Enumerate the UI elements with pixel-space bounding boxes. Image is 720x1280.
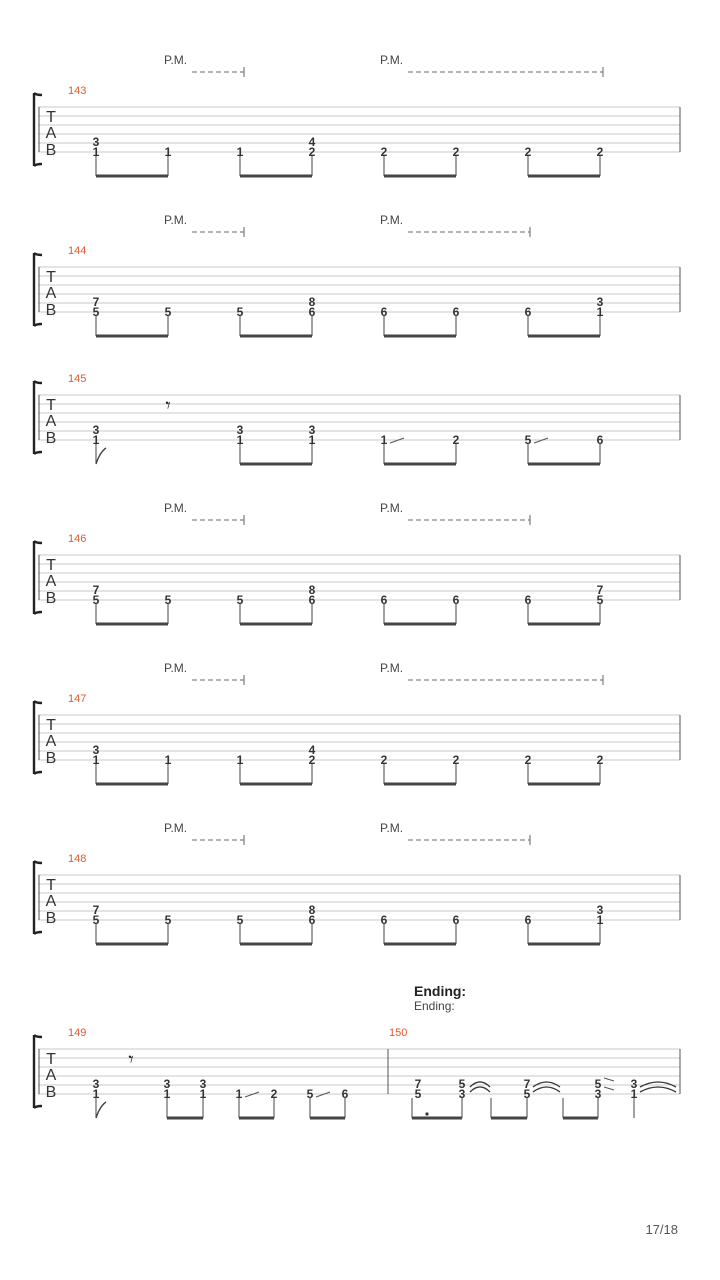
clef-t: T xyxy=(46,717,56,734)
measure-number: 150 xyxy=(389,1027,408,1039)
fret-number: 1 xyxy=(92,753,100,767)
fret-number: 1 xyxy=(630,1087,638,1101)
fret-number: 3 xyxy=(92,135,100,149)
fret-number: 1 xyxy=(92,433,100,447)
fret-number: 6 xyxy=(380,305,388,319)
palm-mute-label: P.M. xyxy=(164,821,188,835)
fret-number: 3 xyxy=(199,1077,207,1091)
note-flag xyxy=(96,448,106,464)
fret-number: 2 xyxy=(524,753,532,767)
clef-t: T xyxy=(46,269,56,286)
fret-number: 1 xyxy=(92,1087,100,1101)
fret-number: 6 xyxy=(341,1087,349,1101)
fret-number: 8 xyxy=(308,903,316,917)
page-number: 17/18 xyxy=(645,1222,678,1237)
fret-number: 7 xyxy=(92,295,100,309)
clef-b: B xyxy=(45,750,57,767)
fret-number: 1 xyxy=(596,913,604,927)
measure-number: 148 xyxy=(68,853,87,865)
tab-system xyxy=(34,821,680,944)
measure-number: 143 xyxy=(68,85,87,97)
system-bracket xyxy=(34,861,42,934)
fret-number: 3 xyxy=(630,1077,638,1091)
palm-mute-label: P.M. xyxy=(380,53,404,67)
clef-a: A xyxy=(45,285,57,302)
fret-number: 2 xyxy=(452,753,460,767)
tie-arc xyxy=(533,1087,560,1092)
fret-number: 5 xyxy=(306,1087,314,1101)
fret-number: 6 xyxy=(380,913,388,927)
clef-a: A xyxy=(45,125,57,142)
eighth-rest: 𝄾 xyxy=(165,395,171,417)
fret-number: 2 xyxy=(270,1087,278,1101)
fret-number: 3 xyxy=(236,423,244,437)
tab-system xyxy=(34,213,680,336)
fret-number: 6 xyxy=(380,593,388,607)
clef-b: B xyxy=(45,910,57,927)
tab-system xyxy=(34,661,680,784)
fret-number: 4 xyxy=(308,743,316,757)
fret-number: 1 xyxy=(236,753,244,767)
clef-t: T xyxy=(46,109,56,126)
fret-number: 5 xyxy=(236,913,244,927)
palm-mute-label: P.M. xyxy=(380,501,404,515)
clef-b: B xyxy=(45,302,57,319)
clef-t: T xyxy=(46,557,56,574)
fret-number: 7 xyxy=(414,1077,422,1091)
measure-number: 147 xyxy=(68,693,87,705)
fret-number: 6 xyxy=(524,593,532,607)
fret-number: 5 xyxy=(164,593,172,607)
dot xyxy=(425,1112,428,1115)
fret-number: 1 xyxy=(163,1087,171,1101)
fret-number: 3 xyxy=(594,1087,602,1101)
fret-number: 5 xyxy=(458,1077,466,1091)
fret-number: 6 xyxy=(308,305,316,319)
system-bracket xyxy=(34,93,42,166)
slide-mark xyxy=(604,1078,614,1081)
fret-number: 5 xyxy=(414,1087,422,1101)
measure-number: 146 xyxy=(68,533,87,545)
fret-number: 5 xyxy=(92,593,100,607)
fret-number: 6 xyxy=(452,913,460,927)
fret-number: 3 xyxy=(458,1087,466,1101)
clef-b: B xyxy=(45,430,57,447)
system-bracket xyxy=(34,701,42,774)
fret-number: 2 xyxy=(596,753,604,767)
clef-a: A xyxy=(45,733,57,750)
fret-number: 1 xyxy=(164,753,172,767)
fret-number: 3 xyxy=(596,903,604,917)
clef-t: T xyxy=(46,397,56,414)
fret-number: 2 xyxy=(380,145,388,159)
fret-number: 3 xyxy=(163,1077,171,1091)
clef-a: A xyxy=(45,413,57,430)
fret-number: 1 xyxy=(164,145,172,159)
tab-system xyxy=(34,373,680,464)
fret-number: 2 xyxy=(380,753,388,767)
fret-number: 1 xyxy=(596,305,604,319)
tie-arc xyxy=(470,1087,490,1092)
fret-number: 6 xyxy=(452,593,460,607)
fret-number: 6 xyxy=(308,593,316,607)
fret-number: 5 xyxy=(92,913,100,927)
tie-arc xyxy=(640,1087,676,1092)
fret-number: 5 xyxy=(236,305,244,319)
clef-b: B xyxy=(45,590,57,607)
system-bracket xyxy=(34,541,42,614)
fret-number: 6 xyxy=(524,913,532,927)
measure-number: 149 xyxy=(68,1027,87,1039)
fret-number: 5 xyxy=(164,913,172,927)
fret-number: 7 xyxy=(92,583,100,597)
fret-number: 7 xyxy=(92,903,100,917)
fret-number: 5 xyxy=(523,1087,531,1101)
fret-number: 5 xyxy=(92,305,100,319)
measure-number: 144 xyxy=(68,245,87,257)
clef-b: B xyxy=(45,142,57,159)
fret-number: 6 xyxy=(524,305,532,319)
tab-system xyxy=(34,983,680,1118)
fret-number: 1 xyxy=(236,433,244,447)
fret-number: 5 xyxy=(596,593,604,607)
fret-number: 2 xyxy=(524,145,532,159)
fret-number: 6 xyxy=(308,913,316,927)
palm-mute-label: P.M. xyxy=(164,501,188,515)
slide-mark xyxy=(604,1087,614,1090)
fret-number: 5 xyxy=(594,1077,602,1091)
fret-number: 8 xyxy=(308,583,316,597)
tab-system xyxy=(34,53,680,176)
fret-number: 1 xyxy=(236,145,244,159)
measure-number: 145 xyxy=(68,373,87,385)
fret-number: 4 xyxy=(308,135,316,149)
clef-b: B xyxy=(45,1084,57,1101)
fret-number: 3 xyxy=(92,423,100,437)
tab-system xyxy=(34,501,680,624)
section-label-bold: Ending: xyxy=(414,983,467,999)
fret-number: 3 xyxy=(92,743,100,757)
fret-number: 5 xyxy=(524,433,532,447)
fret-number: 5 xyxy=(236,593,244,607)
palm-mute-label: P.M. xyxy=(380,213,404,227)
fret-number: 3 xyxy=(92,1077,100,1091)
fret-number: 1 xyxy=(199,1087,207,1101)
fret-number: 2 xyxy=(308,145,316,159)
system-bracket xyxy=(34,381,42,454)
palm-mute-label: P.M. xyxy=(380,661,404,675)
fret-number: 3 xyxy=(596,295,604,309)
clef-t: T xyxy=(46,877,56,894)
clef-a: A xyxy=(45,573,57,590)
fret-number: 2 xyxy=(596,145,604,159)
fret-number: 2 xyxy=(308,753,316,767)
eighth-rest: 𝄾 xyxy=(128,1049,134,1071)
note-flag xyxy=(96,1102,106,1118)
palm-mute-label: P.M. xyxy=(164,53,188,67)
palm-mute-label: P.M. xyxy=(164,661,188,675)
fret-number: 1 xyxy=(92,145,100,159)
clef-a: A xyxy=(45,893,57,910)
section-label: Ending: xyxy=(414,999,455,1013)
clef-a: A xyxy=(45,1067,57,1084)
fret-number: 7 xyxy=(523,1077,531,1091)
fret-number: 8 xyxy=(308,295,316,309)
fret-number: 2 xyxy=(452,433,460,447)
fret-number: 1 xyxy=(380,433,388,447)
palm-mute-label: P.M. xyxy=(380,821,404,835)
fret-number: 5 xyxy=(164,305,172,319)
fret-number: 2 xyxy=(452,145,460,159)
system-bracket xyxy=(34,253,42,326)
palm-mute-label: P.M. xyxy=(164,213,188,227)
clef-t: T xyxy=(46,1051,56,1068)
fret-number: 1 xyxy=(235,1087,243,1101)
system-bracket xyxy=(34,1035,42,1108)
fret-number: 3 xyxy=(308,423,316,437)
fret-number: 6 xyxy=(452,305,460,319)
fret-number: 7 xyxy=(596,583,604,597)
fret-number: 6 xyxy=(596,433,604,447)
fret-number: 1 xyxy=(308,433,316,447)
